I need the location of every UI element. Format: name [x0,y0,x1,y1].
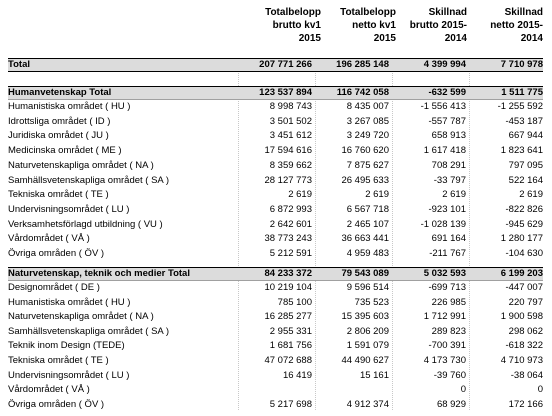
cell-diff-brutto: 691 164 [431,233,466,245]
cell-netto: 15 161 [359,369,389,381]
cell-netto: 8 435 007 [346,101,389,112]
col-header-brutto-kv1: Totalbelopp brutto kv1 2015 [265,7,321,44]
cell-netto: 26 495 633 [341,174,389,186]
cell-netto: 6 567 718 [346,203,389,215]
cell-netto: 2 806 209 [346,325,389,337]
cell-brutto: 2 955 331 [269,325,312,337]
cell-netto [312,384,389,396]
table-row [8,189,543,201]
table-row [8,311,543,323]
cell-brutto: 16 285 277 [264,311,312,323]
cell-netto: 44 490 627 [341,355,389,366]
rule-line [8,99,543,100]
cell-diff-brutto: -33 797 [433,174,466,186]
row-label: Samhällsvetenskapliga området ( SA ) [8,174,170,186]
cell-netto: 36 663 441 [341,233,389,245]
row-label: Tekniska området ( TE ) [8,355,109,366]
group-total-diff-brutto: 5 032 593 [423,268,466,279]
cell-diff-netto: -38 064 [510,369,543,381]
cell-diff-brutto: 1 712 991 [423,311,466,323]
rule-line [8,280,543,281]
cell-brutto: 1 681 756 [269,340,312,352]
grand-total-label: Total [8,59,30,70]
row-label: Vårdområdet ( VÅ ) [8,233,90,245]
group-total-diff-netto: 1 511 775 [501,87,543,98]
table-row [8,340,543,352]
cell-brutto: 47 072 688 [264,355,312,366]
row-label: Tekniska området ( TE ) [8,189,109,201]
cell-brutto: 5 217 698 [269,398,312,410]
cell-diff-brutto: -39 760 [433,369,466,381]
table-row [8,399,543,411]
cell-diff-brutto: -700 391 [428,340,466,352]
cell-diff-netto: 1 280 177 [500,233,543,245]
table-row [8,101,543,113]
cell-netto: 3 267 085 [346,115,389,127]
table-row [8,160,543,172]
table-row [8,175,543,187]
cell-netto: 7 875 627 [346,159,389,171]
cell-netto: 9 596 514 [346,282,389,293]
cell-netto: 3 249 720 [346,130,389,142]
group-total-label: Naturvetenskap, teknik och medier Total [8,268,190,279]
cell-diff-netto: 220 797 [508,296,543,308]
row-label: Humanistiska området ( HU ) [8,296,131,308]
cell-brutto: 3 451 612 [269,130,312,142]
group-total-label: Humanvetenskap Total [8,87,112,98]
row-label: Humanistiska området ( HU ) [8,101,131,112]
group-total-row-humanvetenskap [8,87,543,99]
row-label: Övriga områden ( ÖV ) [8,398,105,410]
cell-diff-netto: 522 164 [508,174,543,186]
grand-total-diff-netto: 7 710 978 [500,59,543,70]
cell-diff-brutto: 68 929 [436,398,466,410]
grand-total-row [8,59,543,71]
row-label: Vårdområdet ( VÅ ) [8,384,90,396]
cell-brutto: 16 419 [282,369,312,381]
cell-diff-netto: -104 630 [505,248,543,259]
table-row [8,116,543,128]
row-label: Övriga områden ( ÖV ) [8,248,105,259]
cell-diff-netto: 0 [537,384,543,396]
group-total-row-naturvetenskap [8,268,543,280]
cell-brutto: 38 773 243 [264,233,312,245]
cell-brutto: 3 501 502 [269,115,312,127]
cell-brutto: 8 359 662 [269,159,312,171]
cell-diff-brutto: 708 291 [431,159,466,171]
row-label: Undervisningsområdet ( LU ) [8,203,130,215]
row-label: Verksamhetsförlagd utbildning ( VU ) [8,218,163,230]
cell-diff-brutto: 658 913 [431,130,466,142]
cell-netto: 2 465 107 [346,218,389,230]
table-row [8,130,543,142]
group-total-netto: 116 742 058 [336,87,389,98]
cell-diff-netto: -945 629 [505,218,543,230]
col-header-skillnad-netto: Skillnad netto 2015- 2014 [490,7,543,44]
cell-brutto [235,384,312,396]
group-total-brutto: 84 233 372 [264,268,312,279]
cell-diff-netto: 667 944 [508,130,543,142]
row-label: Teknik inom Design (TEDE) [8,340,125,352]
cell-diff-brutto: 2 619 [442,189,466,201]
table-row [8,370,543,382]
cell-diff-netto: 2 619 [519,189,543,201]
cell-diff-brutto: -699 713 [428,282,466,293]
cell-diff-netto: 1 823 641 [500,145,543,157]
table-row [8,282,543,294]
cell-diff-brutto: 289 823 [431,325,466,337]
cell-brutto: 10 219 104 [264,282,312,293]
group-total-netto: 79 543 089 [341,268,389,279]
cell-diff-brutto: -557 787 [428,115,466,127]
cell-netto: 15 395 603 [341,311,389,323]
table-row [8,204,543,216]
cell-diff-brutto: 4 173 730 [423,355,466,366]
row-label: Samhällsvetenskapliga området ( SA ) [8,325,170,337]
table-row [8,326,543,338]
cell-diff-netto: 4 710 973 [500,355,543,366]
cell-diff-brutto: -1 028 139 [420,218,466,230]
table-row [8,355,543,367]
group-total-brutto: 123 537 894 [259,87,312,98]
cell-diff-netto: -453 187 [505,115,543,127]
table-row [8,384,543,396]
cell-brutto: 2 642 601 [269,218,312,230]
row-label: Undervisningsområdet ( LU ) [8,369,130,381]
col-header-netto-kv1: Totalbelopp netto kv1 2015 [340,7,396,44]
cell-diff-netto: 172 166 [508,398,543,410]
grand-total-netto: 196 285 148 [336,59,389,70]
grand-total-diff-brutto: 4 399 994 [423,59,466,70]
cell-brutto: 28 127 773 [264,174,312,186]
row-label: Naturvetenskapliga området ( NA ) [8,159,154,171]
cell-netto: 2 619 [365,189,389,201]
cell-diff-brutto: 0 [460,384,466,396]
col-header-skillnad-brutto: Skillnad brutto 2015- 2014 [409,7,467,44]
cell-brutto: 2 619 [288,189,312,201]
cell-netto: 4 912 374 [346,398,389,410]
cell-brutto: 785 100 [277,296,312,308]
cell-brutto: 6 872 993 [269,203,312,215]
cell-brutto: 8 998 743 [269,101,312,112]
group-total-diff-brutto: -632 599 [428,87,466,98]
cell-netto: 735 523 [354,296,389,308]
cell-diff-netto: 797 095 [508,159,543,171]
table-row [8,297,543,309]
grand-total-brutto: 207 771 266 [259,59,312,70]
cell-diff-brutto: -923 101 [428,203,466,215]
cell-netto: 4 959 483 [346,248,389,259]
cell-diff-netto: -618 322 [505,340,543,352]
row-label: Designområdet ( DE ) [8,282,100,293]
rule-line [8,71,543,72]
cell-diff-brutto: -211 767 [429,248,466,259]
cell-diff-netto: -447 007 [505,282,543,293]
table-row [8,248,543,260]
cell-netto: 16 760 620 [341,145,389,157]
cell-netto: 1 591 079 [346,340,389,352]
cell-brutto: 17 594 616 [264,145,312,157]
row-label: Juridiska området ( JU ) [8,130,109,142]
row-label: Naturvetenskapliga området ( NA ) [8,311,154,323]
cell-brutto: 5 212 591 [269,248,312,259]
cell-diff-netto: -1 255 592 [497,101,543,112]
cell-diff-brutto: -1 556 413 [420,101,466,112]
cell-diff-netto: 1 900 598 [500,311,543,323]
cell-diff-brutto: 1 617 418 [423,145,466,157]
cell-diff-netto: 298 062 [508,325,543,337]
cell-diff-brutto: 226 985 [431,296,466,308]
group-total-diff-netto: 6 199 203 [500,268,543,279]
table-row [8,233,543,245]
row-label: Idrottsliga området ( ID ) [8,115,111,127]
table-row [8,219,543,231]
row-label: Medicinska området ( ME ) [8,145,122,157]
cell-diff-netto: -822 826 [505,203,543,215]
table-row [8,145,543,157]
